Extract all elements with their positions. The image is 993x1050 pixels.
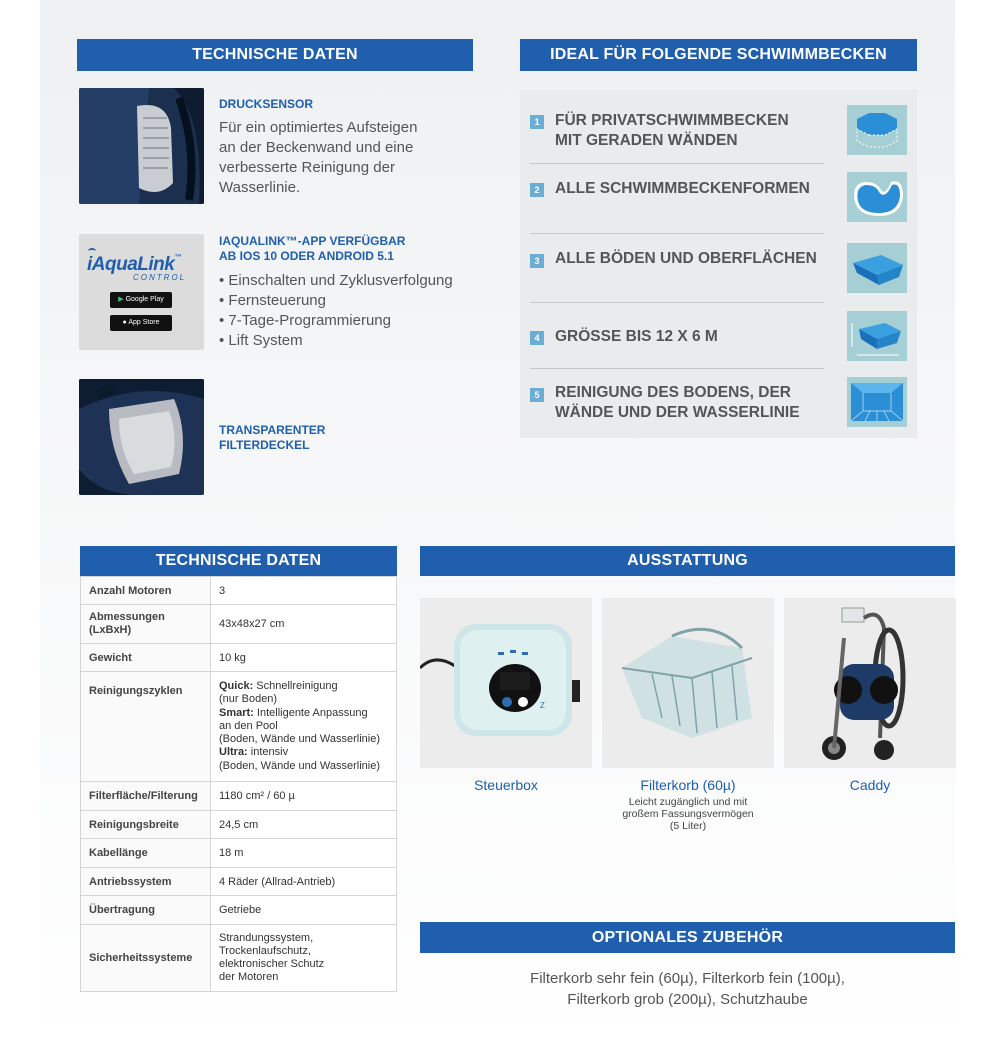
pool-types-header xyxy=(520,39,917,71)
list-item: • Fernsteuerung xyxy=(219,291,453,311)
table-row xyxy=(81,644,397,672)
google-play-icon: ▶ xyxy=(118,296,124,303)
pool-walls-icon xyxy=(847,377,907,427)
table-row xyxy=(81,672,397,782)
filter-cover-title: TRANSPARENTER FILTERDECKEL xyxy=(219,423,326,452)
pressure-sensor-text: Für ein optimiertes Aufsteigen an der Beckenwand und eine verbesserte Reinigung der Wasserlinie. xyxy=(219,119,418,196)
divider xyxy=(530,163,824,164)
pool-number-badge: 1 xyxy=(530,115,544,129)
pool-type-label: ALLE SCHWIMMBECKENFORMEN xyxy=(555,180,810,197)
control-box-image xyxy=(420,598,592,768)
table-key: Sicherheitssysteme xyxy=(81,925,211,992)
table-value: Quick: Schnellreinigung (nur Boden) Smart: Intelligente Anpassung an den Pool (Boden, Wände und Wasserlinie) Ultra: intensiv (Boden, Wände und Wasserlinie) xyxy=(211,672,397,782)
google-play-badge[interactable] xyxy=(110,292,172,308)
app-store-label: App Store xyxy=(128,319,160,326)
header-label: TECHNISCHE DATEN xyxy=(192,46,358,63)
divider xyxy=(530,302,824,303)
pool-number-badge: 2 xyxy=(530,183,544,197)
app-store-badge[interactable] xyxy=(110,315,172,331)
pool-type-row-2 xyxy=(530,172,910,224)
table-key: Filterfläche/Filterung xyxy=(81,782,211,811)
technical-data-table-header xyxy=(80,546,397,576)
table-value: Getriebe xyxy=(211,896,397,925)
table-row xyxy=(81,811,397,839)
google-play-label: Google Play xyxy=(125,296,164,303)
pool-number-badge: 4 xyxy=(530,331,544,345)
header-label: TECHNISCHE DATEN xyxy=(155,552,322,569)
wifi-icon xyxy=(88,248,96,254)
svg-text:Z: Z xyxy=(540,701,545,710)
pool-type-row-1 xyxy=(530,105,910,157)
pool-type-label: FÜR PRIVATSCHWIMMBECKEN MIT GERADEN WÄNDEN xyxy=(555,112,789,149)
pressure-sensor-image xyxy=(79,88,204,204)
header-label: AUSSTATTUNG xyxy=(627,552,748,569)
table-row xyxy=(81,782,397,811)
pool-number-badge: 3 xyxy=(530,254,544,268)
app-logo-brand: iAquaLink xyxy=(87,254,175,275)
pool-type-row-4 xyxy=(530,311,910,363)
pressure-sensor-title: DRUCKSENSOR xyxy=(219,97,314,111)
table-key: Reinigungsbreite xyxy=(81,811,211,839)
table-row xyxy=(81,925,397,992)
table-value: 18 m xyxy=(211,839,397,868)
table-key: Gewicht xyxy=(81,644,211,672)
table-value: 24,5 cm xyxy=(211,811,397,839)
pool-type-label: ALLE BÖDEN UND OBERFLÄCHEN xyxy=(555,250,817,267)
pool-types-panel xyxy=(520,90,917,438)
caddy-caption: Caddy xyxy=(849,777,891,793)
table-value: 10 kg xyxy=(211,644,397,672)
list-item: • 7-Tage-Programmierung xyxy=(219,311,453,331)
table-value: 3 xyxy=(211,577,397,605)
header-label: OPTIONALES ZUBEHÖR xyxy=(591,929,784,946)
pool-floor-icon xyxy=(847,243,907,293)
table-row xyxy=(81,896,397,925)
caddy-image xyxy=(784,598,956,768)
filter-basket-caption: Filterkorb (60µ) xyxy=(640,777,736,793)
pool-type-row-3 xyxy=(530,243,910,295)
table-value: Strandungssystem, Trockenlaufschutz, elektronischer Schutz der Motoren xyxy=(211,925,397,992)
app-features-list xyxy=(219,271,453,351)
pool-type-row-5 xyxy=(530,377,910,429)
table-key: Anzahl Motoren xyxy=(81,577,211,605)
table-key: Reinigungszyklen xyxy=(81,672,211,782)
apple-icon: ● xyxy=(122,319,127,326)
pool-type-label: GRÖSSE BIS 12 X 6 M xyxy=(555,328,718,345)
table-row xyxy=(81,839,397,868)
table-row xyxy=(81,605,397,644)
octagon-pool-icon xyxy=(847,105,907,155)
freeform-pool-icon xyxy=(847,172,907,222)
table-key: Kabellänge xyxy=(81,839,211,868)
equipment-header xyxy=(420,546,955,576)
technical-data-table xyxy=(80,576,397,992)
app-logo-sub: CONTROL xyxy=(133,273,187,282)
divider xyxy=(530,233,824,234)
accessories-list: Filterkorb sehr fein (60µ), Filterkorb fein (100µ), Filterkorb grob (200µ), Schutzhaube xyxy=(530,970,845,1008)
table-value: 43x48x27 cm xyxy=(211,605,397,644)
pool-number-badge: 5 xyxy=(530,388,544,402)
filter-basket-image xyxy=(602,598,774,768)
list-item: • Einschalten und Zyklusverfolgung xyxy=(219,271,453,291)
table-row xyxy=(81,868,397,896)
divider xyxy=(530,368,824,369)
technical-data-header-top xyxy=(77,39,473,71)
pool-type-label: REINIGUNG DES BODENS, DER WÄNDE UND DER WASSERLINIE xyxy=(555,384,800,421)
filter-basket-description: Leicht zugänglich und mit großem Fassungsvermögen (5 Liter) xyxy=(622,796,754,832)
iaqualink-app-logo xyxy=(79,234,204,350)
pool-size-icon xyxy=(847,311,907,361)
table-value: 1180 cm² / 60 µ xyxy=(211,782,397,811)
header-label: IDEAL FÜR FOLGENDE SCHWIMMBECKEN xyxy=(550,46,887,63)
table-row xyxy=(81,577,397,605)
table-key: Antriebssystem xyxy=(81,868,211,896)
app-logo-tm: ™ xyxy=(174,254,181,261)
list-item: • Lift System xyxy=(219,331,453,351)
table-key: Übertragung xyxy=(81,896,211,925)
app-title: IAQUALINK™-APP VERFÜGBAR AB IOS 10 ODER ANDROID 5.1 xyxy=(219,234,406,263)
table-key: Abmessungen (LxBxH) xyxy=(81,605,211,644)
table-value: 4 Räder (Allrad-Antrieb) xyxy=(211,868,397,896)
filter-cover-image xyxy=(79,379,204,495)
optional-accessories-header xyxy=(420,922,955,953)
control-box-caption: Steuerbox xyxy=(474,777,538,793)
